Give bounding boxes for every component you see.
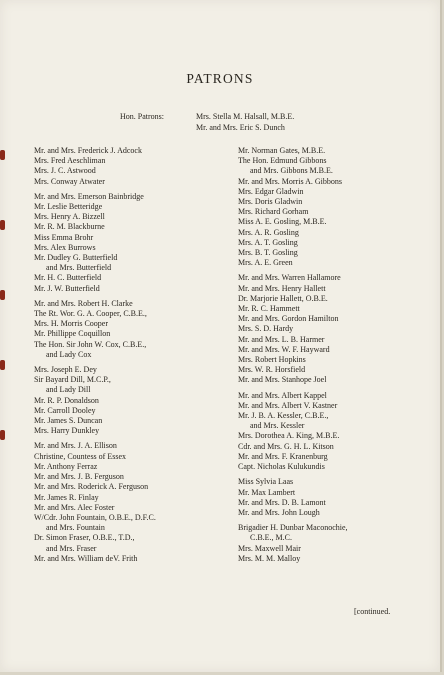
patron-entry: Mrs. Alex Burrows [34, 242, 96, 252]
patron-entry: Mrs. M. M. Malloy [238, 553, 301, 563]
patron-entry: Mrs. H. Morris Cooper [34, 319, 108, 329]
patron-entry: Mr. Anthony Ferraz [34, 461, 98, 471]
patron-entry: Christine, Countess of Essex [34, 451, 126, 461]
patron-entry: Mr. and Mrs. F. Kranenburg [238, 451, 328, 461]
patron-entry: Brigadier H. Dunbar Maconochie, [238, 523, 348, 533]
patron-entry: and Mrs. Gibbons M.B.E. [250, 166, 333, 176]
patron-entry: Mr. Dudley G. Butterfield [34, 253, 118, 263]
patron-entry: Miss Sylvia Laas [238, 477, 294, 487]
patron-entry: Mr. and Mrs. William deV. Frith [34, 553, 138, 563]
patron-entry: Mr. H. C. Butterfield [34, 273, 102, 283]
patron-entry: Mr. James S. Duncan [34, 416, 103, 426]
patron-entry: Mr. and Mrs. Gordon Hamilton [238, 314, 339, 324]
hon-patron-name: Mr. and Mrs. Eric S. Dunch [196, 123, 285, 132]
patron-entry: Mrs. Dorothea A. King, M.B.E. [238, 431, 340, 441]
patron-entry: Mrs. Doris Gladwin [238, 197, 303, 207]
patron-entry: Miss Emma Brohr [34, 232, 94, 242]
patron-entry: Mr. and Mrs. J. B. Ferguson [34, 472, 124, 482]
patron-entry: Mr. Phillippe Coquillon [34, 329, 111, 339]
patron-entry: The Hon. Sir John W. Cox, C.B.E., [34, 339, 147, 349]
patron-entry: Mrs. A. E. Green [238, 258, 293, 268]
patron-entry: Mr. J. W. Butterfield [34, 283, 100, 293]
patron-entry: Mrs. J. C. Astwood [34, 166, 96, 176]
patron-entry: Mr. Norman Gates, M.B.E. [238, 146, 326, 155]
patron-entry: The Rt. Wor. G. A. Cooper, C.B.E., [34, 309, 147, 319]
patron-entry: Mr. and Mrs. Frederick J. Adcock [34, 146, 142, 155]
patron-entry: Mr. and Mrs. Warren Hallamore [238, 273, 341, 283]
patron-entry: Sir Bayard Dill, M.C.P., [34, 375, 111, 385]
patron-entry: Mr. James R. Finlay [34, 492, 99, 502]
patron-entry: Mrs. W. R. Horsfield [238, 365, 306, 375]
patron-entry: Mrs. Fred Aeschliman [34, 156, 106, 166]
patron-entry: Mrs. A. R. Gosling [238, 227, 299, 237]
patron-entry: Mrs. Conway Atwater [34, 176, 105, 186]
patron-entry: Dr. Simon Fraser, O.B.E., T.D., [34, 533, 135, 543]
patron-entry: Mr. and Mrs. D. B. Lamont [238, 497, 326, 507]
patron-entry: Mr. and Mrs. Roderick A. Ferguson [34, 482, 149, 492]
hon-patron-name: Mrs. Stella M. Halsall, M.B.E. [196, 112, 295, 121]
patron-entry: Mr. J. B. A. Kessler, C.B.E., [238, 411, 329, 421]
patron-entry: Mr. R. C. Hammett [238, 304, 300, 314]
patron-entry: Mr. and Mrs. Robert H. Clarke [34, 298, 133, 308]
patron-entry: Mr. and Mrs. Albert Kappel [238, 390, 327, 400]
continued-note: [continued. [354, 607, 391, 616]
right-patron-column [238, 146, 348, 564]
patron-entry: Mr. and Mrs. W. F. Hayward [238, 344, 330, 354]
patron-entry: Mr. and Mrs. Morris A. Gibbons [238, 176, 343, 186]
patron-entry: The Hon. Edmund Gibbons [238, 156, 327, 166]
patron-entry: Mr. and Mrs. Alec Foster [34, 502, 115, 512]
patron-entry: W/Cdr. John Fountain, O.B.E., D.F.C. [34, 512, 156, 522]
patron-entry: and Lady Dill [46, 385, 91, 395]
patron-entry: Mrs. Harry Dunkley [34, 426, 100, 436]
hon-patrons-names [196, 111, 294, 133]
patron-entry: Mr. Leslie Betteridge [34, 202, 103, 212]
patron-entry: C.B.E., M.C. [250, 533, 293, 543]
binding-thread [0, 150, 6, 510]
patron-entry: Mrs. A. T. Gosling [238, 237, 298, 247]
patron-entry: Mrs. Joseph E. Dey [34, 365, 97, 375]
patron-entry: and Mrs. Fountain [46, 523, 105, 533]
patron-entry: Mr. and Mrs. J. A. Ellison [34, 441, 117, 451]
patron-entry: Capt. Nicholas Kulukundis [238, 462, 325, 472]
patron-entry: Mr. R. M. Blackburne [34, 222, 105, 232]
patron-entry: Dr. Marjorie Hallett, O.B.E. [238, 293, 328, 303]
patron-entry: Mr. and Mrs. Stanhope Joel [238, 375, 327, 385]
patron-entry: Mr. and Mrs. L. B. Harmer [238, 334, 325, 344]
patron-entry: Mr. and Mrs. Henry Hallett [238, 283, 326, 293]
patron-entry: and Mrs. Butterfield [46, 263, 112, 273]
patron-entry: Cdr. and Mrs. G. H. L. Kitson [238, 441, 334, 451]
patron-entry: Miss A. E. Gosling, M.B.E. [238, 217, 327, 227]
patron-entry: Mrs. Maxwell Mair [238, 543, 301, 553]
left-patron-column [34, 146, 156, 564]
patron-entry: Mr. Carroll Dooley [34, 405, 96, 415]
patron-entry: Mr. and Mrs. John Lough [238, 507, 320, 517]
patron-entry: and Mrs. Kessler [250, 421, 305, 431]
hon-patrons-label: Hon. Patrons: [120, 112, 164, 121]
page-title: PATRONS [186, 71, 254, 86]
patron-entry: Mrs. Richard Gorham [238, 207, 309, 217]
patron-entry: Mr. Max Lambert [238, 487, 296, 497]
patron-entry: Mrs. B. T. Gosling [238, 248, 298, 258]
patron-entry: Mr. and Mrs. Albert V. Kastner [238, 400, 338, 410]
patron-entry: Mrs. Edgar Gladwin [238, 186, 304, 196]
patron-entry: and Mrs. Fraser [46, 543, 97, 553]
patron-entry: Mrs. Henry A. Bizzell [34, 212, 105, 222]
patron-entry: Mr. R. P. Donaldson [34, 395, 99, 405]
patron-entry: Mrs. S. D. Hardy [238, 324, 294, 334]
patron-entry: and Lady Cox [46, 349, 92, 359]
patron-entry: Mrs. Robert Hopkins [238, 355, 306, 365]
patron-entry: Mr. and Mrs. Emerson Bainbridge [34, 191, 144, 201]
